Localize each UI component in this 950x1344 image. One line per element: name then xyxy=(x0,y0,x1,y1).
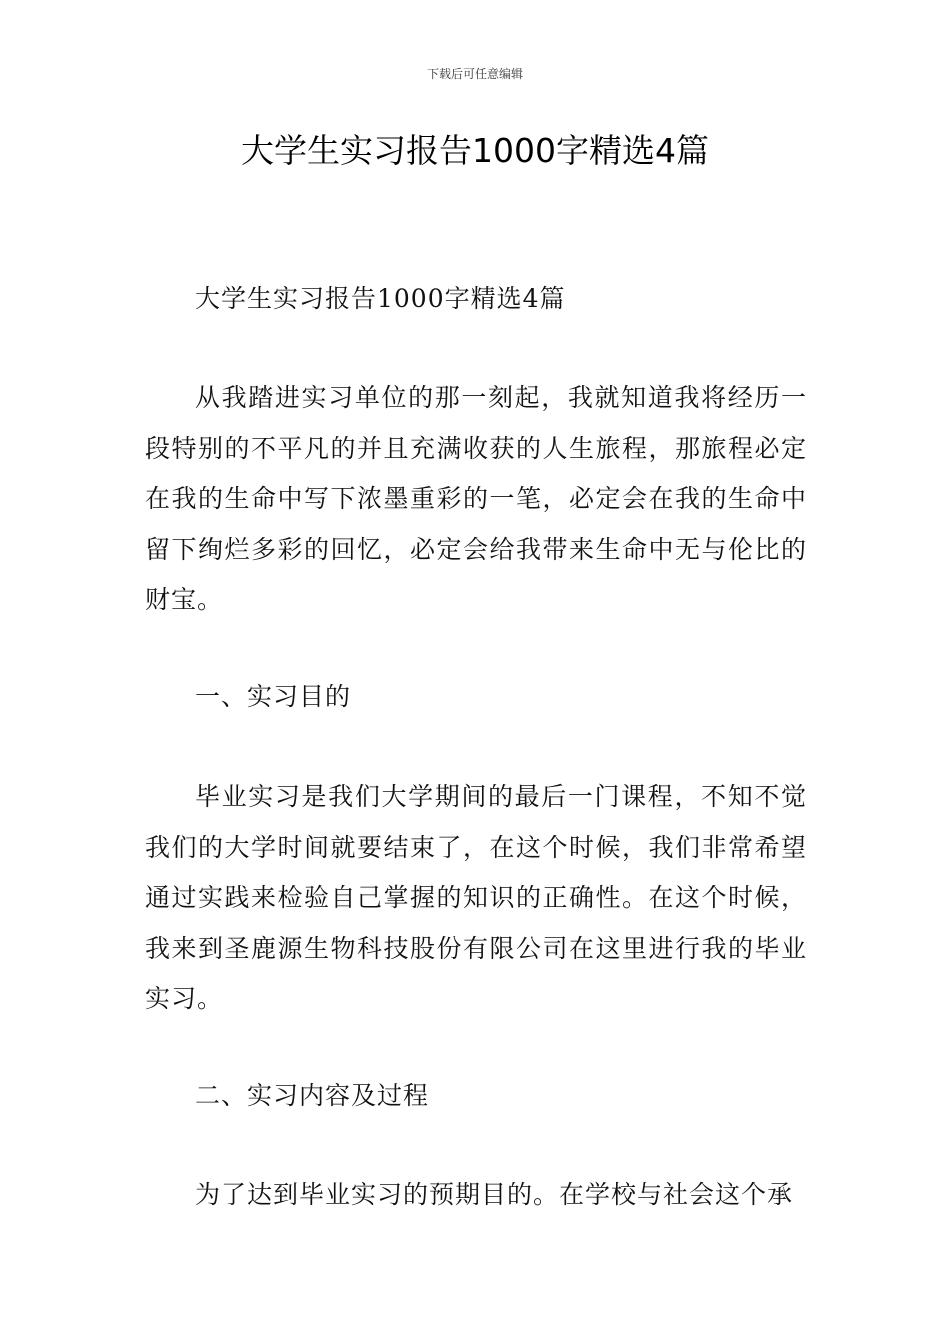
section-heading-2-block xyxy=(145,1071,807,1122)
intro-paragraph: 从我踏进实习单位的那一刻起，我就知道我将经历一段特别的不平凡的并且充满收获的人生旅程，那旅程必定在我的生命中写下浓墨重彩的一笔，必定会在我的生命中留下绚烂多彩的回忆，必定会给我带来生命中无与伦比的财宝。 xyxy=(145,383,807,614)
subtitle-block xyxy=(145,274,807,325)
section-heading-2: 二、实习内容及过程 xyxy=(195,1081,430,1110)
subtitle-paragraph: 大学生实习报告1000字精选4篇 xyxy=(195,284,566,313)
process-paragraph: 为了达到毕业实习的预期目的。在学校与社会这个承 xyxy=(195,1180,794,1209)
intro-block xyxy=(145,373,807,626)
header-note: 下载后可任意编辑 xyxy=(426,67,523,81)
purpose-paragraph: 毕业实习是我们大学期间的最后一门课程，不知不觉我们的大学时间就要结束了，在这个时候，我们非常希望通过实践来检验自己掌握的知识的正确性。在这个时候，我来到圣鹿源生物科技股份有限公司在这里进行我的毕业实习。 xyxy=(145,782,807,1013)
section-heading-1-block xyxy=(145,672,807,723)
document-title: 大学生实习报告1000字精选4篇 xyxy=(241,131,709,170)
section-heading-1: 一、实习目的 xyxy=(195,682,352,711)
purpose-block xyxy=(145,772,807,1025)
process-block xyxy=(145,1170,807,1221)
